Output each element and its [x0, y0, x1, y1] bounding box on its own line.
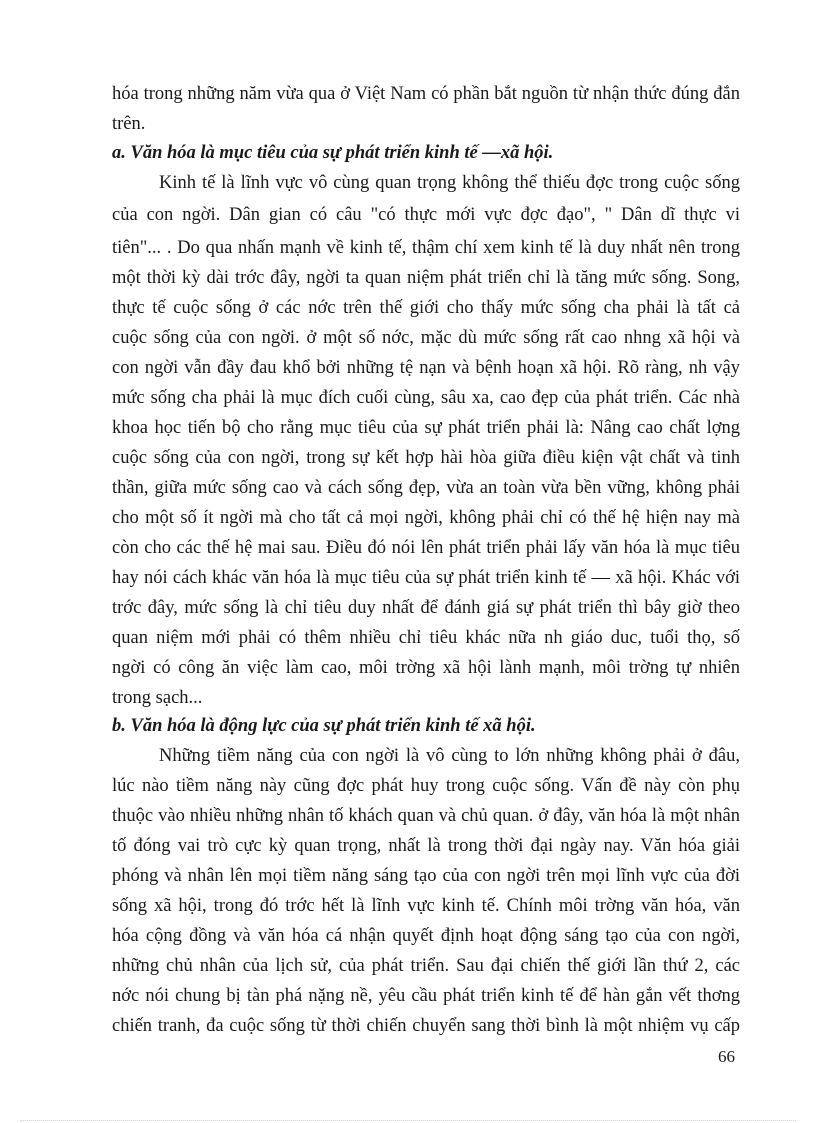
text-line: thần, giữa mức sống cao và cách sống đẹp, vừa an toàn vừa bền vững, không phải	[112, 478, 740, 498]
text-line: hóa cộng đồng và văn hóa cá nhận quyết định hoạt động sáng tạo của con ngời,	[112, 926, 740, 946]
text-line: phóng và nhân lên mọi tiềm năng sáng tạo của con ngời trên mọi lĩnh vực của đời	[112, 866, 740, 886]
text-line: còn cho các thế hệ mai sau. Điều đó nói lên phát triển phải lấy văn hóa là mục tiêu	[112, 538, 740, 558]
text-line: sống xã hội, trong đó trớc hết là lĩnh vực kinh tế. Chính môi trờng văn hóa, văn	[112, 896, 740, 916]
text-line: tiên"... . Do qua nhấn mạnh về kinh tế, thậm chí xem kinh tế là duy nhất nên trong	[112, 238, 740, 258]
text-line: trên.	[112, 114, 146, 134]
section-heading-b: b. Văn hóa là động lực của sự phát triển kinh tế xã hội.	[112, 716, 536, 736]
text-line: cho một số ít ngời mà cho tất cả mọi ngời, không phải chỉ có thế hệ hiện nay mà	[112, 508, 740, 528]
text-line: của con ngời. Dân gian có câu "có thực mới vực đợc đạo", " Dân dĩ thực vi	[112, 205, 740, 225]
text-line: ngời có công ăn việc làm cao, môi trờng xã hội lành mạnh, môi trờng tự nhiên	[112, 658, 740, 678]
section-heading-a: a. Văn hóa là mục tiêu của sự phát triển kinh tế —xã hội.	[112, 143, 554, 163]
text-line: tố đóng vai trò cực kỳ quan trọng, nhất là trong thời đại ngày nay. Văn hóa giải	[112, 836, 740, 856]
text-line: con ngời vẫn đầy đau khổ bởi những tệ nạn và bệnh hoạn xã hội. Rõ ràng, nh vậy	[112, 358, 740, 378]
text-line: những chủ nhân của lịch sử, của phát triển. Sau đại chiến thế giới lần thứ 2, các	[112, 956, 740, 976]
text-line: trớc đây, mức sống là chỉ tiêu duy nhất để đánh giá sự phát triển thì bây giờ theo	[112, 598, 740, 618]
text-line: hay nói cách khác văn hóa là mục tiêu của sự phát triển kinh tế — xã hội. Khác với	[112, 568, 740, 588]
text-line: chiến tranh, đa cuộc sống từ thời chiến chuyển sang thời bình là một nhiệm vụ cấp	[112, 1016, 740, 1036]
text-line: cuộc sống của con ngời, trong sự kết hợp hài hòa giữa điều kiện vật chất và tinh	[112, 448, 740, 468]
text-line: cuộc sống của con ngời. ở một số nớc, mặc dù mức sống rất cao nhng xã hội và	[112, 328, 740, 348]
text-line: Kinh tế là lĩnh vực vô cùng quan trọng không thể thiếu đợc trong cuộc sống	[159, 173, 740, 193]
text-line: thực tế cuộc sống ở các nớc trên thế giới cho thấy mức sống cha phải là tất cả	[112, 298, 740, 318]
text-line: nớc nói chung bị tàn phá nặng nề, yêu cầu phát triển kinh tế để hàn gắn vết thơng	[112, 986, 740, 1006]
text-line: mức sống cha phải là mục đích cuối cùng, sâu xa, cao đẹp của phát triển. Các nhà	[112, 388, 740, 408]
text-line: lúc nào tiềm năng này cũng đợc phát huy trong cuộc sống. Vấn đề này còn phụ	[112, 776, 740, 796]
page-number: 66	[718, 1047, 735, 1066]
text-line: hóa trong những năm vừa qua ở Việt Nam có phần bắt nguồn từ nhận thức đúng đắn	[112, 84, 740, 104]
text-line: một thời kỳ dài trớc đây, ngời ta quan niệm phát triển chỉ là tăng mức sống. Song,	[112, 268, 740, 288]
text-line: quan niệm mới phải có thêm nhiều chỉ tiêu khác nữa nh giáo duc, tuổi thọ, số	[112, 628, 740, 648]
text-line: trong sạch...	[112, 688, 203, 708]
text-line: khoa học tiến bộ cho rằng mục tiêu của sự phát triển phải là: Nâng cao chất lợng	[112, 418, 740, 438]
text-line: Những tiềm năng của con ngời là vô cùng to lớn những không phải ở đâu,	[159, 746, 740, 766]
page-bottom-rule	[20, 1120, 796, 1121]
text-line: thuộc vào nhiều những nhân tố khách quan và chủ quan. ở đây, văn hóa là một nhân	[112, 806, 740, 826]
